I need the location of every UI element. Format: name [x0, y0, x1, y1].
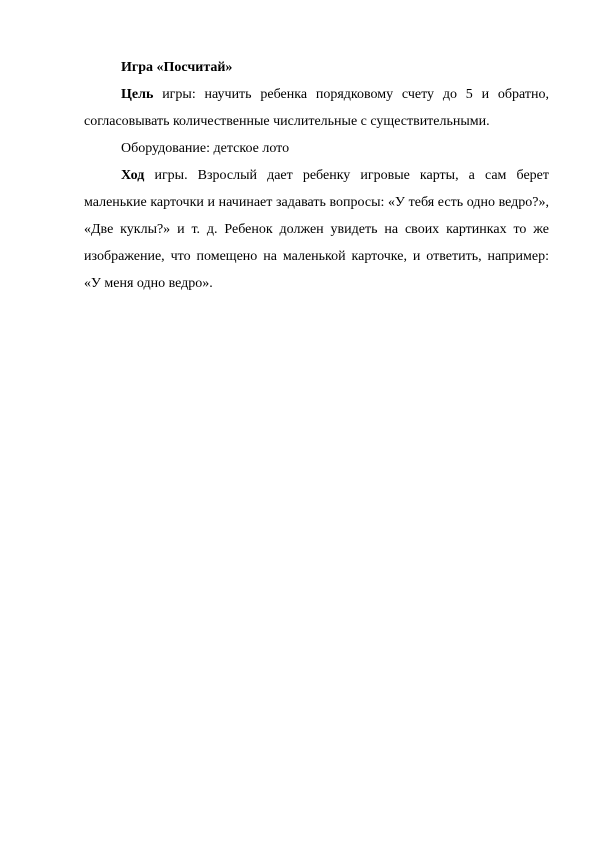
game-title-paragraph — [84, 54, 549, 81]
goal-label: Цель — [121, 87, 154, 102]
procedure-label: Ход — [121, 168, 145, 183]
goal-text: игры: научить ребенка порядковому счету до 5 и обратно, согласовывать количественные числительные с существительными. — [84, 87, 549, 129]
procedure-text: игры. Взрослый дает ребенку игровые карты, а сам берет маленькие карточки и начинает задавать вопросы: «У тебя есть одно ведро?», «Две куклы?» и т. д. Ребенок должен увидеть на своих картинках то же изображение, что помещено на маленькой карточке, и ответить, например: «У меня одно ведро». — [84, 168, 549, 291]
game-title: Игра «Посчитай» — [121, 60, 233, 75]
document-body — [84, 54, 549, 297]
equipment-paragraph — [84, 135, 549, 162]
goal-paragraph — [84, 81, 549, 135]
procedure-paragraph — [84, 162, 549, 297]
equipment-text: Оборудование: детское лото — [121, 141, 290, 156]
